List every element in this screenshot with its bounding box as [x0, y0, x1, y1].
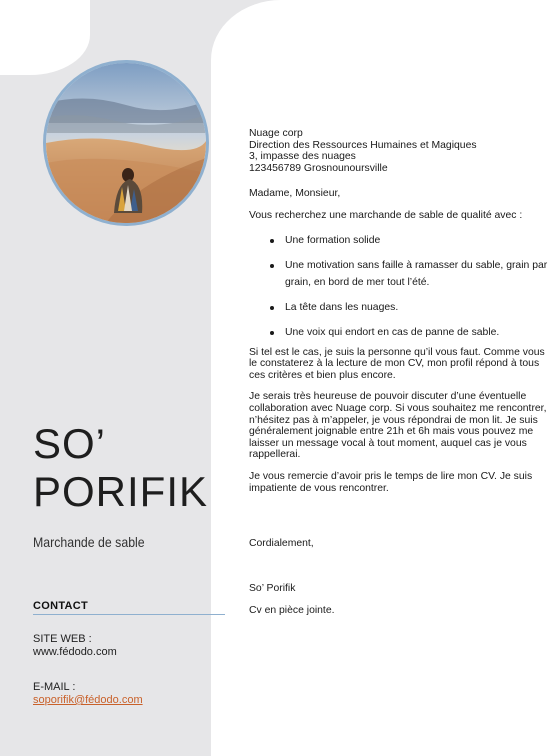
name-line-1: SO’: [33, 420, 107, 467]
enclosure-note: Cv en pièce jointe.: [249, 605, 335, 616]
list-item: [249, 299, 549, 316]
recipient-address: [249, 128, 549, 174]
list-item: [249, 257, 549, 291]
website-value: www.fédodo.com: [33, 646, 117, 658]
intro-paragraph: Vous recherchez une marchande de sable de qualité avec :: [249, 209, 523, 221]
bullet-icon: [270, 264, 274, 268]
candidate-name: [33, 420, 208, 516]
closing: Cordialement,: [249, 538, 314, 549]
email-link[interactable]: soporifik@fédodo.com: [33, 694, 143, 706]
address-line: Direction des Ressources Humaines et Magiques: [249, 139, 477, 151]
email-label: E-MAIL :: [33, 681, 76, 693]
address-line: 3, impasse des nuages: [249, 151, 356, 163]
signature: So’ Porifik: [249, 583, 296, 594]
address-line: Nuage corp: [249, 128, 303, 139]
list-item-text: La tête dans les nuages.: [285, 301, 399, 313]
profile-photo: [43, 60, 209, 226]
paragraph-2: Je serais très heureuse de pouvoir discuter d’une éventuelle collaboration avec Nuage corp. Si vous souhaitez me rencontrer, n’hésitez pas à m’appeler, je vous répondrai de mon lit. Je suis généralement joignable entre 21h et 6h mais vous pouvez me laisser un message vocal à tout moment, auquel cas je vous rappellerai.: [249, 391, 547, 461]
website-label: SITE WEB :: [33, 633, 92, 645]
contact-heading: CONTACT: [33, 600, 89, 612]
list-item: [249, 324, 549, 341]
greeting: Madame, Monsieur,: [249, 188, 341, 200]
contact-divider: [33, 614, 225, 615]
list-item-text: Une voix qui endort en cas de panne de sable.: [285, 326, 500, 338]
bullet-icon: [270, 306, 274, 310]
list-item-text: Une motivation sans faille à ramasser du sable, grain par grain, en bord de mer tout l’été.: [285, 259, 548, 288]
cover-letter: [249, 128, 549, 494]
requirements-list: [249, 232, 549, 341]
desert-photo-image: [46, 63, 206, 223]
bullet-icon: [270, 239, 274, 243]
address-line: 123456789 Grosnounoursville: [249, 162, 388, 174]
list-item: [249, 232, 549, 249]
bullet-icon: [270, 331, 274, 335]
name-line-2: PORIFIK: [33, 468, 209, 515]
list-item-text: Une formation solide: [285, 234, 381, 246]
paragraph-3: Je vous remercie d’avoir pris le temps de lire mon CV. Je suis impatiente de vous rencontrer.: [249, 470, 533, 494]
paragraph-1: Si tel est le cas, je suis la personne qu’il vous faut. Comme vous le constaterez à la lecture de mon CV, mon profil répond à tous ces critères et bien plus encore.: [249, 346, 545, 381]
job-title: Marchande de sable: [33, 534, 145, 550]
